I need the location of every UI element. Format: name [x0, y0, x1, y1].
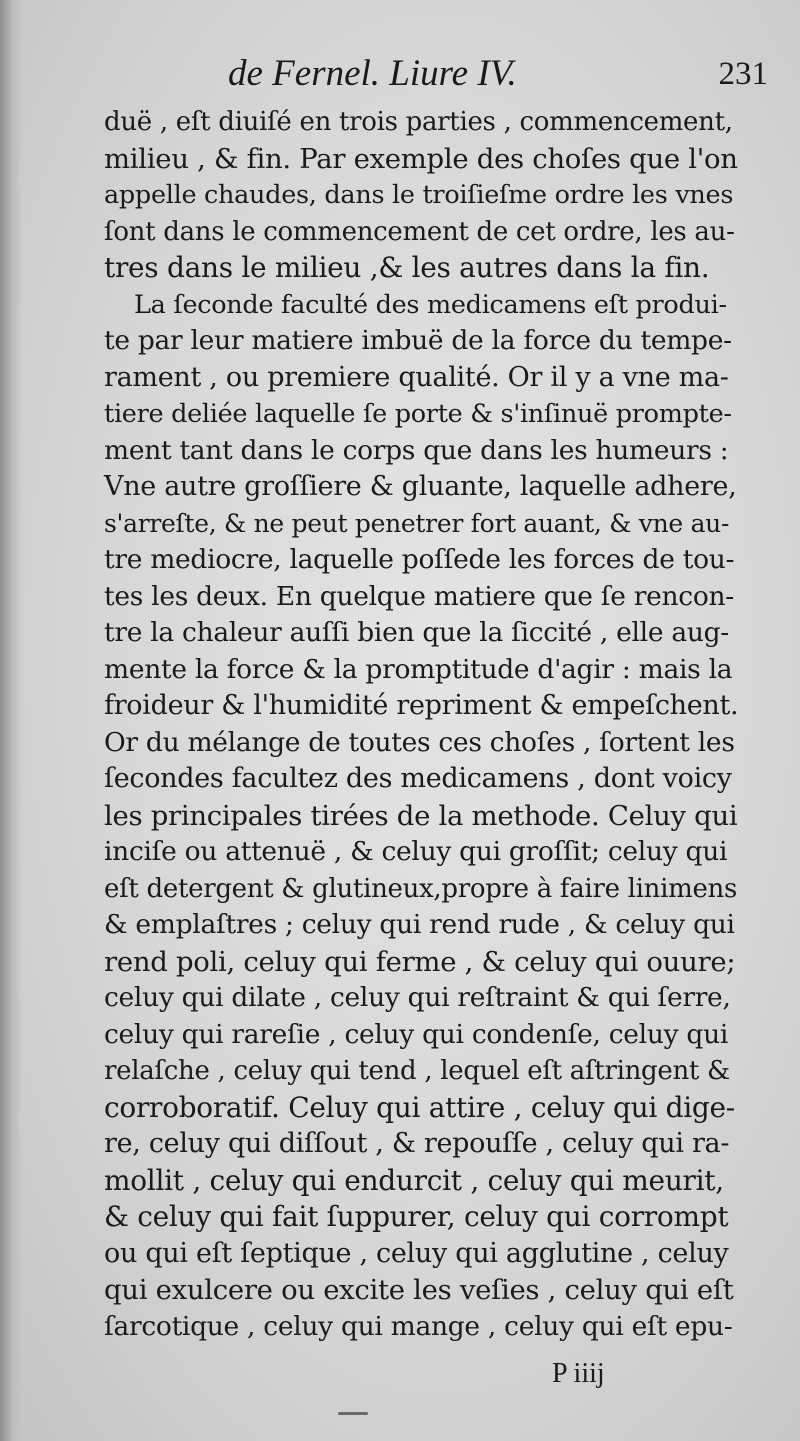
text-line: tre mediocre, laquelle poſſede les forces de tou- — [104, 544, 735, 575]
page-number: 231 — [718, 56, 768, 92]
text-line: ou qui eſt ſeptique , celuy qui agglutine , celuy — [104, 1237, 729, 1269]
text-line: inciſe ou attenuë , & celuy qui groſſit; celuy qui — [104, 836, 728, 867]
text-line: celuy qui dilate , celuy qui reſtraint & qui ſerre, — [104, 982, 731, 1013]
text-line: froideur & l'humidité repriment & empeſchent. — [104, 690, 739, 721]
body-text — [104, 104, 738, 1345]
text-line: rament , ou premiere qualité. Or il y a vne ma- — [104, 361, 729, 393]
text-line: appelle chaudes, dans le troiſieſme ordre les vnes — [104, 180, 734, 210]
text-line: & emplaſtres ; celuy qui rend rude , & celuy qui — [104, 909, 735, 940]
text-line: Or du mélange de toutes ces choſes , ſortent les — [104, 726, 735, 758]
text-line: tre la chaleur auſſi bien que la ſiccité , elle aug- — [104, 617, 729, 648]
text-line: Vne autre groſſiere & gluante, laquelle adhere, — [104, 471, 737, 502]
text-line: celuy qui rareſie , celuy qui condenſe, celuy qui — [104, 1018, 729, 1050]
text-line: relaſche , celuy qui tend , lequel eſt aſtringent & — [104, 1056, 730, 1086]
running-head — [228, 48, 768, 100]
text-line: ment tant dans le corps que dans les humeurs : — [104, 434, 729, 466]
text-line: tes les deux. En quelque matiere que ſe rencon- — [104, 580, 734, 612]
text-line: s'arreſte, & ne peut penetrer fort auant, & vne au- — [104, 508, 730, 538]
text-line: ſecondes facultez des medicamens , dont voicy — [104, 763, 732, 794]
text-line: mollit , celuy qui endurcit , celuy qui meurit, — [104, 1163, 724, 1197]
running-head-title: de Fernel. Liure IV. — [228, 53, 517, 94]
text-line: ſarcotique , celuy qui mange , celuy qui eſt epu- — [104, 1310, 733, 1342]
text-line: te par leur matiere imbuë de la force du tempe- — [104, 325, 732, 356]
signature-mark: P iiij — [552, 1358, 605, 1389]
text-line: tiere deliée laquelle ſe porte & s'inſinuë prompte- — [104, 399, 732, 429]
text-line: les principales tirées de la methode. Celuy qui — [104, 799, 738, 832]
text-line: rend poli, celuy qui ferme , & celuy qui ouure; — [104, 945, 736, 978]
ink-smudge — [338, 1412, 368, 1415]
text-line: eſt detergent & glutineux,propre à faire linimens — [104, 873, 738, 904]
text-line: ſont dans le commencement de cet ordre, les au- — [104, 216, 735, 247]
text-line: & celuy qui fait ſuppurer, celuy qui corrompt — [104, 1200, 729, 1233]
text-line: re, celuy qui diſſout , & repouſſe , celuy qui ra- — [104, 1128, 730, 1159]
text-line: La ſeconde faculté des medicamens eſt produi- — [134, 289, 727, 320]
text-line: corroboratif. Celuy qui attire , celuy qui dige- — [104, 1090, 735, 1124]
text-line: mente la force & la promptitude d'agir : mais la — [104, 653, 733, 685]
binding-gutter-shadow — [0, 0, 22, 1441]
text-line: duë , eſt diuiſé en trois parties , commencement, — [104, 107, 733, 137]
text-line: qui exulcere ou excite les veſies , celuy qui eſt — [104, 1274, 734, 1306]
text-line: tres dans le milieu ,& les autres dans la fin. — [104, 251, 710, 284]
text-line: milieu , & fin. Par exemple des choſes que l'on — [104, 142, 738, 175]
